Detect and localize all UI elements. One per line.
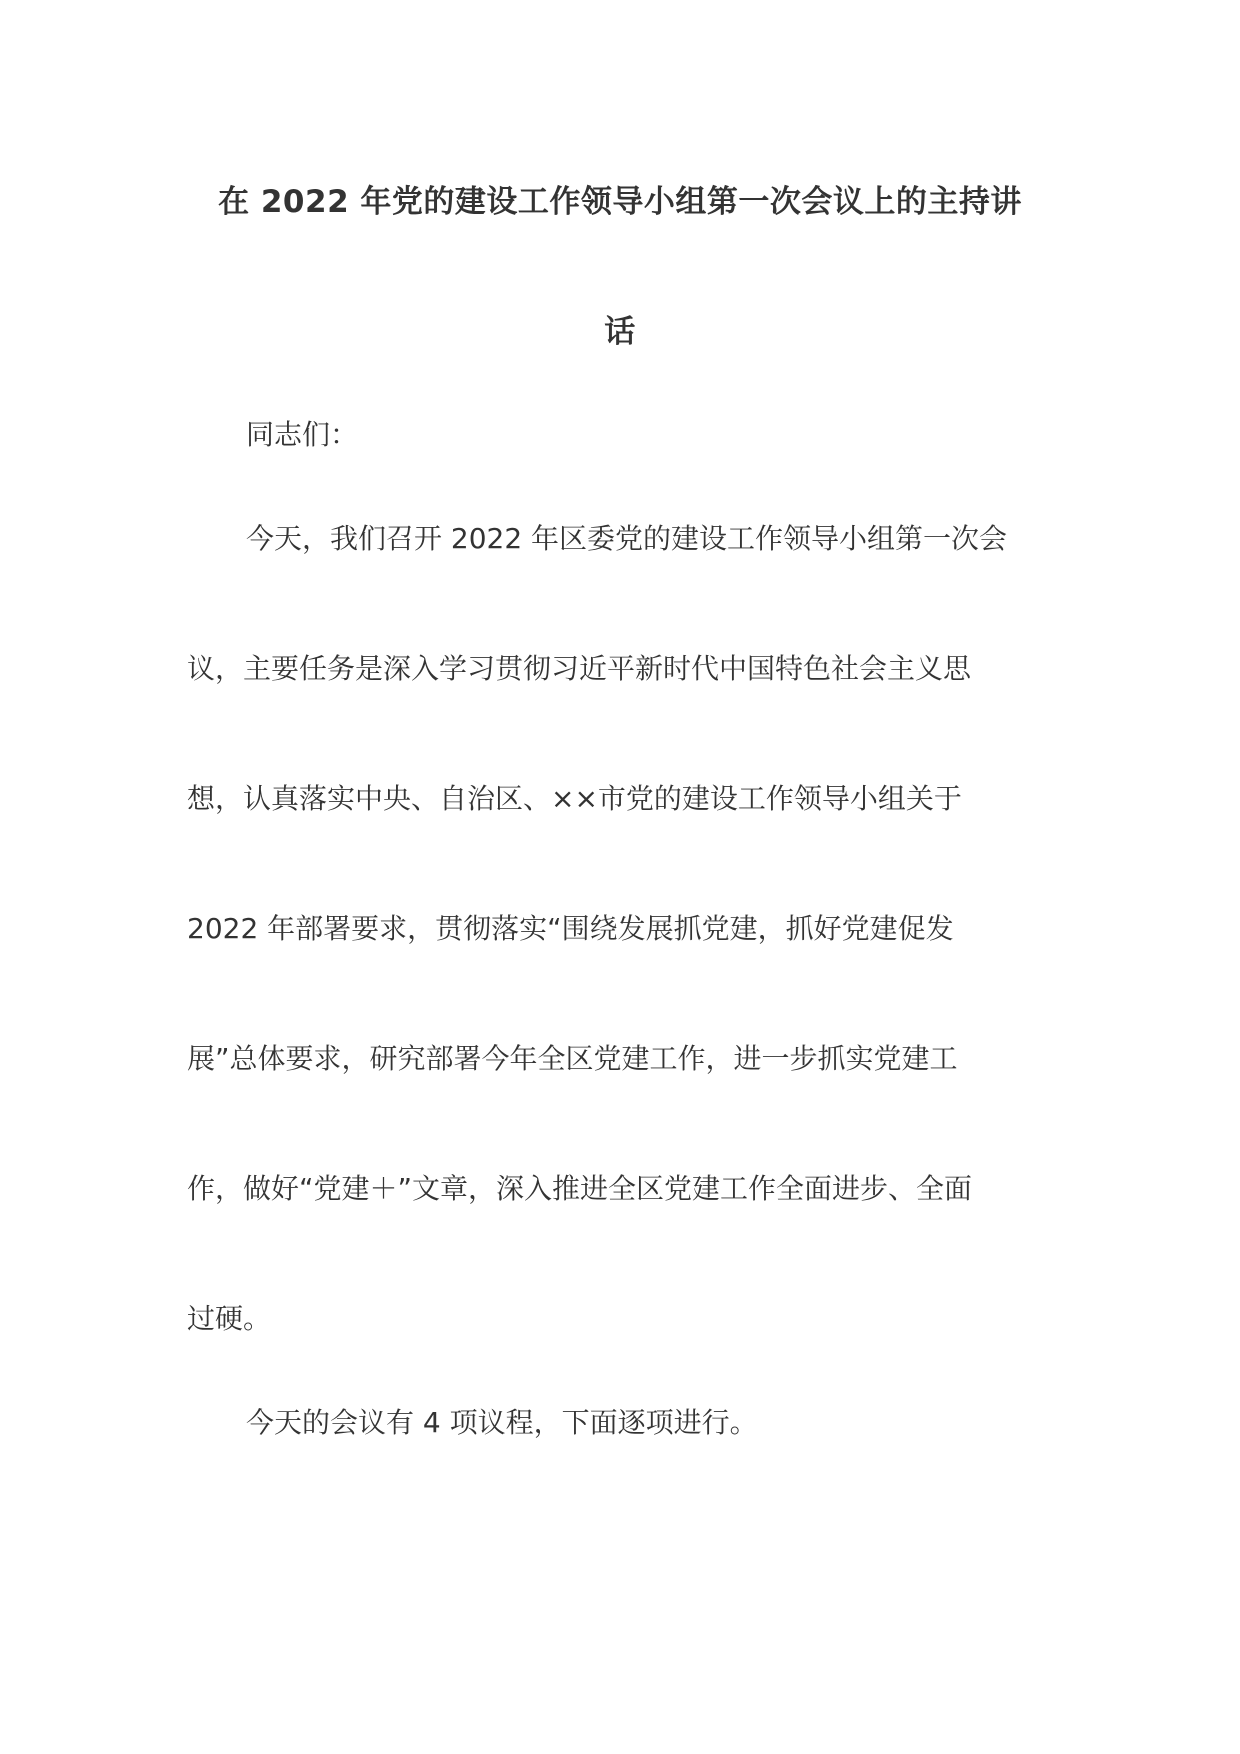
paragraph-1-line-3: 想，认真落实中央、自治区、××市党的建设工作领导小组关于 — [187, 782, 962, 815]
document-title-line-1: 在 2022 年党的建设工作领导小组第一次会议上的主持讲 — [218, 184, 1022, 220]
paragraph-1-line-2: 议，主要任务是深入学习贯彻习近平新时代中国特色社会主义思 — [187, 652, 972, 685]
paragraph-1-line-7: 过硬。 — [187, 1302, 272, 1335]
document-title-line-2: 话 — [604, 314, 636, 350]
paragraph-1-line-1: 今天，我们召开 2022 年区委党的建设工作领导小组第一次会 — [246, 522, 1008, 555]
paragraph-2: 今天的会议有 4 项议程，下面逐项进行。 — [246, 1406, 758, 1439]
paragraph-1-line-6: 作，做好“党建＋”文章，深入推进全区党建工作全面进步、全面 — [187, 1172, 973, 1205]
paragraph-1-line-5: 展”总体要求，研究部署今年全区党建工作，进一步抓实党建工 — [187, 1042, 958, 1075]
salutation: 同志们： — [246, 418, 359, 451]
paragraph-1-line-4: 2022 年部署要求，贯彻落实“围绕发展抓党建，抓好党建促发 — [187, 912, 954, 945]
